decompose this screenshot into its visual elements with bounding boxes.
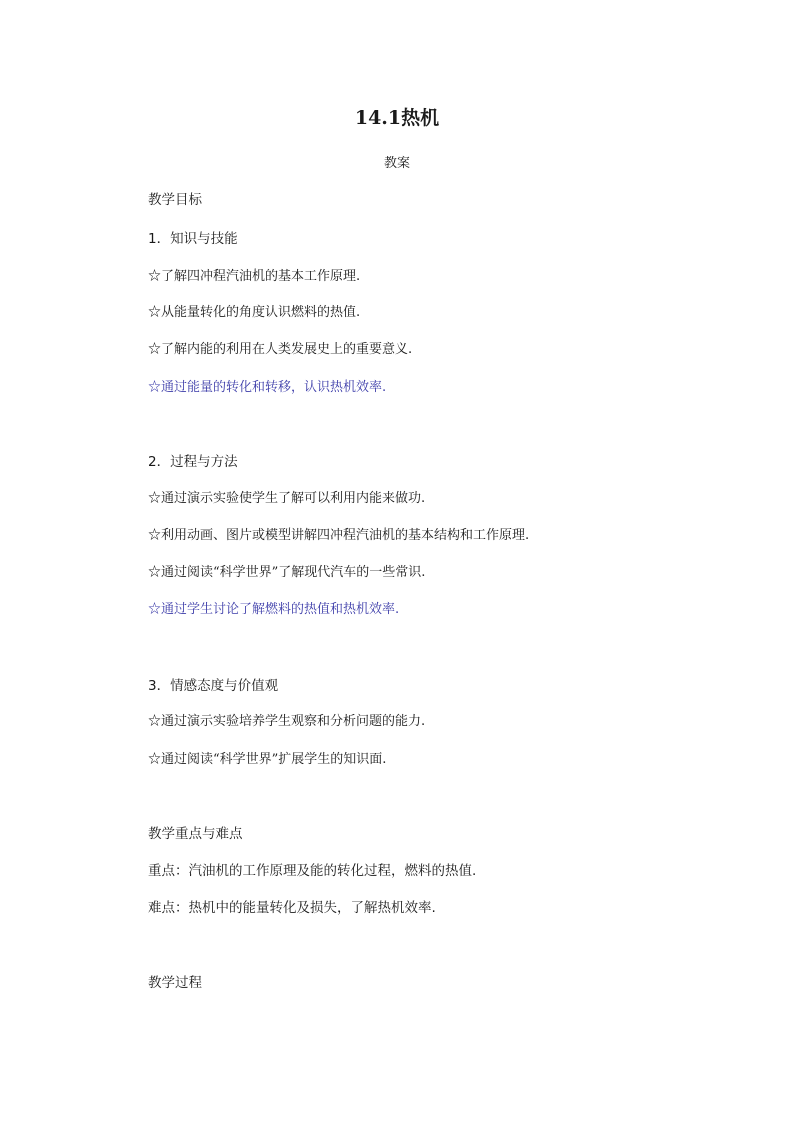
- document-title: 14.1热机: [354, 107, 440, 129]
- list-item: ☆从能量转化的角度认识燃料的热值.: [148, 305, 361, 320]
- document-subtitle: 教案: [383, 156, 410, 171]
- section-heading-process-methods: 2．过程与方法: [148, 454, 238, 470]
- process-heading: 教学过程: [148, 975, 202, 991]
- list-item: ☆通过学生讨论了解燃料的热值和热机效率.: [148, 602, 400, 617]
- list-item: ☆了解内能的利用在人类发展史上的重要意义.: [148, 342, 413, 357]
- list-item: ☆通过能量的转化和转移，认识热机效率.: [148, 380, 387, 395]
- difficulty-text: 难点：热机中的能量转化及损失，了解热机效率.: [148, 900, 436, 916]
- list-item: ☆通过演示实验培养学生观察和分析问题的能力.: [148, 714, 426, 729]
- list-item: ☆通过阅读“科学世界”了解现代汽车的一些常识.: [148, 565, 426, 580]
- list-item: ☆通过阅读“科学世界”扩展学生的知识面.: [148, 752, 387, 767]
- section-heading-attitudes-values: 3．情感态度与价值观: [148, 678, 279, 694]
- list-item: ☆利用动画、图片或模型讲解四冲程汽油机的基本结构和工作原理.: [148, 528, 530, 543]
- objectives-heading: 教学目标: [148, 192, 202, 208]
- focus-text: 重点：汽油机的工作原理及能的转化过程，燃料的热值.: [148, 863, 477, 879]
- list-item: ☆了解四冲程汽油机的基本工作原理.: [148, 269, 361, 284]
- list-item: ☆通过演示实验使学生了解可以利用内能来做功.: [148, 491, 426, 506]
- section-heading-knowledge-skills: 1．知识与技能: [148, 231, 238, 247]
- key-points-heading: 教学重点与难点: [148, 826, 243, 842]
